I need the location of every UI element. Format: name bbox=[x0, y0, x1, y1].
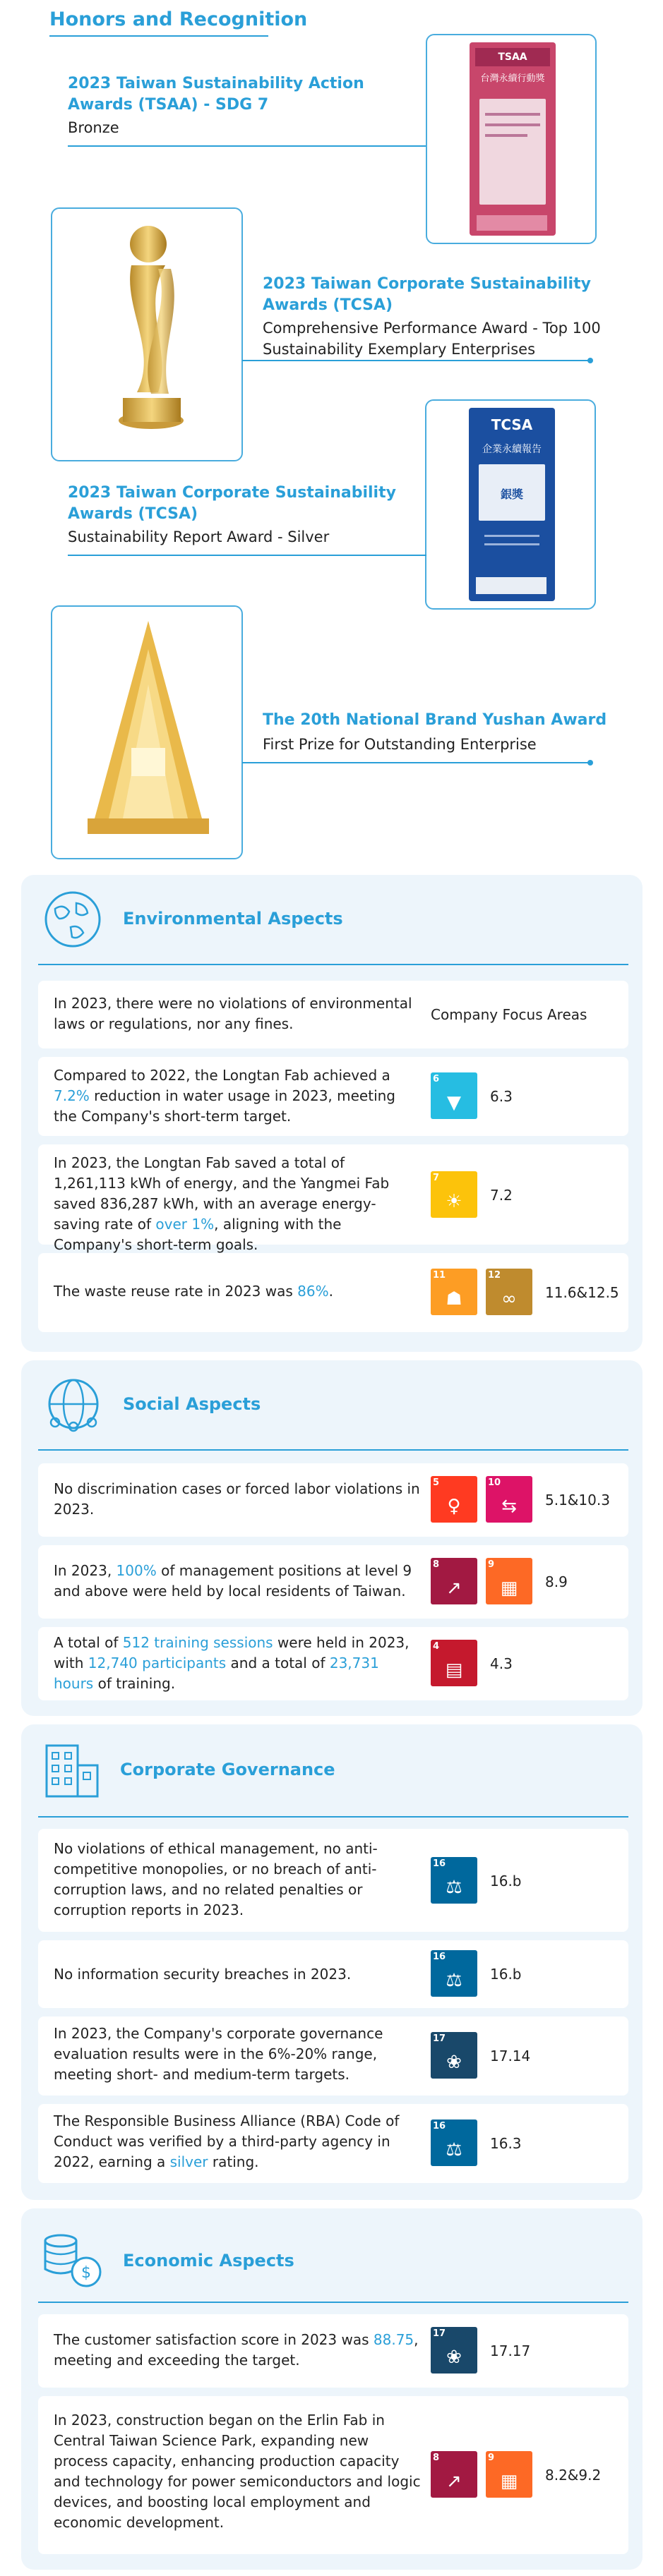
sdg-number: 9 bbox=[488, 2453, 495, 2463]
sdg-16-icon bbox=[431, 1950, 477, 1997]
sdg-number: 6 bbox=[433, 1074, 440, 1084]
tcsa-subtitle: 企業永續報告 bbox=[482, 444, 542, 455]
globe-icon bbox=[41, 888, 104, 951]
social-row-3 bbox=[38, 1627, 628, 1700]
environmental-row-1-code: 6.3 bbox=[490, 1088, 513, 1105]
sdg-glyph: ☗ bbox=[446, 1288, 462, 1310]
sdg-10-icon bbox=[486, 1476, 532, 1523]
sdg-17-icon bbox=[431, 2032, 477, 2079]
award-1-image bbox=[426, 34, 597, 244]
environmental-row-1-text: Compared to 2022, the Longtan Fab achieved a 7.2% reduction in water usage in 2023, meeting the Company's short-term target. bbox=[54, 1067, 395, 1125]
sdg-17-icon bbox=[431, 2327, 477, 2374]
honors-title-underline bbox=[49, 35, 268, 37]
environmental-row-1 bbox=[38, 1057, 628, 1136]
award-4-title: The 20th National Brand Yushan Award bbox=[263, 711, 607, 729]
sdg-number: 4 bbox=[433, 1641, 440, 1652]
social-row-3-code: 4.3 bbox=[490, 1655, 513, 1672]
economic-title: Economic Aspects bbox=[123, 2251, 294, 2270]
environmental-row-2-text: In 2023, the Longtan Fab saved a total of 1,261,113 kWh of energy, and the Yangmei Fab saved 836,287 kWh, with an average energy-saving rate of over 1%, aligning with the Company's short-term goals. bbox=[54, 1154, 390, 1253]
award-2-dot bbox=[587, 358, 593, 363]
award-3-title: 2023 Taiwan Corporate Sustainability Awards (TCSA) bbox=[68, 484, 396, 523]
sdg-12-icon bbox=[486, 1269, 532, 1315]
award-2-desc: Comprehensive Performance Award - Top 100 Sustainability Exemplary Enterprises bbox=[263, 320, 601, 358]
environmental-intro-row bbox=[38, 981, 628, 1048]
award-1-desc: Bronze bbox=[68, 119, 119, 136]
sdg-glyph: ∞ bbox=[501, 1288, 517, 1310]
governance-row-4-text: The Responsible Business Alliance (RBA) Code of Conduct was verified by a third-party agency in 2022, earning a silver rating. bbox=[54, 2112, 400, 2170]
sdg-number: 7 bbox=[433, 1173, 440, 1183]
sdg-glyph: ♀ bbox=[447, 1496, 461, 1517]
award-1-title: 2023 Taiwan Sustainability Action Awards (TSAA) - SDG 7 bbox=[68, 75, 364, 114]
governance-row-2-text: No information security breaches in 2023. bbox=[54, 1966, 352, 1983]
award-2-line bbox=[242, 360, 588, 361]
governance-row-4 bbox=[38, 2104, 628, 2183]
social-title: Social Aspects bbox=[123, 1394, 261, 1414]
sdg-glyph: ↗ bbox=[446, 2471, 462, 2492]
economic-row-1-text: The customer satisfaction score in 2023 was 88.75, meeting and exceeding the target. bbox=[54, 2331, 419, 2369]
sdg-6-icon bbox=[431, 1072, 477, 1119]
environmental-title: Environmental Aspects bbox=[123, 909, 343, 929]
governance-row-2-code: 16.b bbox=[490, 1966, 522, 1983]
tcsa-medal: 銀獎 bbox=[500, 488, 523, 501]
sdg-number: 16 bbox=[433, 1858, 446, 1869]
sdg-glyph: ⚖ bbox=[446, 1970, 462, 1991]
economic-rule bbox=[38, 2302, 628, 2303]
award-3-line bbox=[68, 555, 426, 556]
sdg-glyph: ↗ bbox=[446, 1578, 462, 1599]
governance-title: Corporate Governance bbox=[120, 1760, 335, 1779]
environmental-row-3 bbox=[38, 1253, 628, 1332]
sdg-number: 17 bbox=[433, 2033, 446, 2044]
social-row-2-text: In 2023, 100% of management positions at level 9 and above were held by local residents of Taiwan. bbox=[54, 1562, 412, 1600]
sdg-9-icon bbox=[486, 2451, 532, 2498]
environmental-row-3-code: 11.6&12.5 bbox=[545, 1284, 619, 1301]
tsaa-subtitle: 台灣永續行動獎 bbox=[480, 73, 545, 84]
award-4-line bbox=[242, 762, 588, 763]
tcsa-badge: TCSA bbox=[491, 416, 533, 433]
governance-row-1 bbox=[38, 1829, 628, 1932]
social-row-1-text: No discrimination cases or forced labor violations in 2023. bbox=[54, 1480, 420, 1518]
sdg-5-icon bbox=[431, 1476, 477, 1523]
economic-row-2 bbox=[38, 2396, 628, 2554]
social-row-1 bbox=[38, 1463, 628, 1537]
sdg-glyph: ⇆ bbox=[501, 1496, 517, 1517]
sdg-11-icon bbox=[431, 1269, 477, 1315]
sdg-8-icon bbox=[431, 1558, 477, 1604]
sdg-glyph: ❀ bbox=[446, 2347, 462, 2368]
social-row-3-text: A total of 512 training sessions were held in 2023, with 12,740 participants and a total of 23,731 hours of training. bbox=[54, 1634, 410, 1692]
governance-row-3-code: 17.14 bbox=[490, 2048, 531, 2064]
environmental-row-3-text: The waste reuse rate in 2023 was 86%. bbox=[54, 1283, 333, 1300]
environmental-rule bbox=[38, 964, 628, 965]
environmental-section bbox=[21, 875, 643, 1352]
social-section bbox=[21, 1360, 643, 1716]
environmental-row-2-code: 7.2 bbox=[490, 1187, 513, 1204]
award-3-desc: Sustainability Report Award - Silver bbox=[68, 528, 330, 545]
governance-row-3 bbox=[38, 2016, 628, 2096]
sdg-number: 5 bbox=[433, 1477, 440, 1488]
sdg-16-icon bbox=[431, 2120, 477, 2166]
sdg-number: 8 bbox=[433, 1559, 440, 1570]
governance-row-3-text: In 2023, the Company's corporate governance evaluation results were in the 6%-20% range, meeting short- and medium-term targets. bbox=[54, 2025, 383, 2083]
social-row-1-code: 5.1&10.3 bbox=[545, 1492, 610, 1508]
sdg-number: 16 bbox=[433, 2121, 446, 2131]
award-2-title: 2023 Taiwan Corporate Sustainability Awards (TCSA) bbox=[263, 275, 591, 314]
coins-icon bbox=[40, 2225, 104, 2290]
social-rule bbox=[38, 1449, 628, 1451]
sdg-16-icon bbox=[431, 1857, 477, 1904]
sdg-7-icon bbox=[431, 1171, 477, 1218]
award-3-image bbox=[425, 399, 596, 610]
award-4-desc: First Prize for Outstanding Enterprise bbox=[263, 736, 537, 753]
sdg-number: 11 bbox=[433, 1270, 446, 1281]
economic-row-2-code: 8.2&9.2 bbox=[545, 2467, 602, 2484]
sdg-number: 8 bbox=[433, 2453, 440, 2463]
economic-row-1-code: 17.17 bbox=[490, 2342, 531, 2359]
governance-row-2 bbox=[38, 1940, 628, 2008]
award-4-image bbox=[51, 605, 243, 859]
economic-section bbox=[21, 2208, 643, 2570]
svg-text:$: $ bbox=[81, 2264, 91, 2282]
social-row-2 bbox=[38, 1545, 628, 1619]
sdg-8-icon bbox=[431, 2451, 477, 2498]
award-1-line bbox=[68, 145, 426, 147]
sdg-number: 10 bbox=[488, 1477, 501, 1488]
sdg-number: 9 bbox=[488, 1559, 495, 1570]
sdg-4-icon bbox=[431, 1640, 477, 1686]
governance-section bbox=[21, 1724, 643, 2200]
governance-rule bbox=[38, 1816, 628, 1818]
sdg-glyph: ▤ bbox=[445, 1659, 463, 1681]
economic-row-2-text: In 2023, construction began on the Erlin Fab in Central Taiwan Science Park, expanding new process capacity, enhancing production capacity and technology for power semiconductors and logic devices, and boosting local employment and economic development. bbox=[54, 2412, 421, 2531]
sdg-number: 17 bbox=[433, 2328, 446, 2339]
sdg-glyph: ⚖ bbox=[446, 2139, 462, 2160]
governance-row-1-code: 16.b bbox=[490, 1873, 522, 1889]
social-row-2-code: 8.9 bbox=[545, 1573, 568, 1590]
environmental-intro: In 2023, there were no violations of environmental laws or regulations, nor any fines. bbox=[54, 995, 412, 1032]
sdg-number: 16 bbox=[433, 1952, 446, 1962]
award-4-dot bbox=[587, 760, 593, 766]
sdg-glyph: ☀ bbox=[446, 1191, 462, 1212]
honors-title: Honors and Recognition bbox=[49, 8, 308, 30]
building-icon bbox=[40, 1739, 103, 1802]
sdg-glyph: ❀ bbox=[446, 2052, 462, 2073]
focus-areas-label: Company Focus Areas bbox=[431, 1006, 587, 1023]
sdg-glyph: ▼ bbox=[447, 1092, 461, 1113]
economic-row-1 bbox=[38, 2314, 628, 2388]
sdg-number: 12 bbox=[488, 1270, 501, 1281]
people-network-icon bbox=[41, 1372, 106, 1437]
governance-row-4-code: 16.3 bbox=[490, 2135, 522, 2152]
award-2-image bbox=[51, 207, 243, 461]
sdg-glyph: ▦ bbox=[500, 1578, 518, 1599]
tsaa-badge: TSAA bbox=[475, 48, 550, 66]
environmental-row-2 bbox=[38, 1144, 628, 1253]
sdg-glyph: ▦ bbox=[500, 2471, 518, 2492]
governance-row-1-text: No violations of ethical management, no anti-competitive monopolies, or no breach of anti-corruption laws, and no related penalties or corruption reports in 2023. bbox=[54, 1840, 378, 1918]
sdg-glyph: ⚖ bbox=[446, 1877, 462, 1898]
sdg-9-icon bbox=[486, 1558, 532, 1604]
